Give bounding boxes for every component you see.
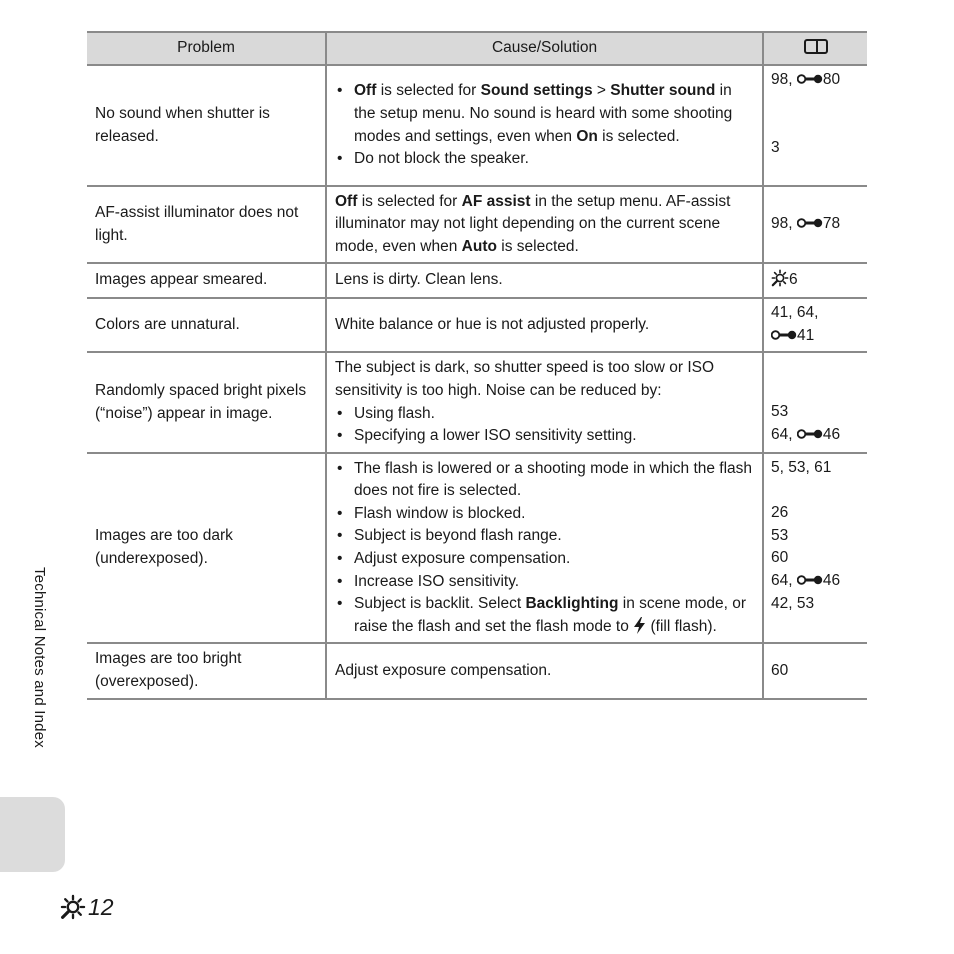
reference-section-icon (797, 217, 823, 229)
reference-cell: 53 64, 46 (763, 352, 867, 453)
problem-cell: AF-assist illuminator does not light. (87, 186, 326, 263)
problem-cell: Images are too bright (overexposed). (87, 643, 326, 699)
bullet-item: • Off is selected for Sound settings > Shutter sound in the setup menu. No sound is heard with some shooting modes and settings, even when On is selected. (335, 80, 754, 148)
bullet-item: • The flash is lowered or a shooting mode in which the flash does not fire is selected. (335, 458, 754, 503)
section-side-label: Technical Notes and Index (31, 567, 48, 748)
bullet-item: • Increase ISO sensitivity. (335, 571, 754, 594)
table-row (87, 643, 867, 699)
bullet-item: • Specifying a lower ISO sensitivity setting. (335, 425, 754, 448)
header-reference (763, 32, 867, 65)
bullet-item: • Do not block the speaker. (335, 148, 754, 171)
reference-cell: 41, 64, 41 (763, 298, 867, 352)
book-icon (804, 39, 828, 54)
table-row (87, 65, 867, 186)
problem-cell: Images appear smeared. (87, 263, 326, 298)
cause-cell: White balance or hue is not adjusted properly. (326, 298, 763, 352)
reference-section-icon (797, 73, 823, 85)
cause-cell (326, 65, 763, 186)
bullet-item: • Flash window is blocked. (335, 503, 754, 526)
cause-cell: Adjust exposure compensation. (326, 643, 763, 699)
reference-section-icon (797, 428, 823, 440)
reference-cell: 6 (763, 263, 867, 298)
section-tab (0, 797, 65, 872)
reference-cell: 98, 78 (763, 186, 867, 263)
bullet-item: • Subject is beyond flash range. (335, 525, 754, 548)
technical-notes-icon (771, 269, 789, 287)
bullet-item: • Adjust exposure compensation. (335, 548, 754, 571)
table-header-row (87, 32, 867, 65)
problem-cell: Colors are unnatural. (87, 298, 326, 352)
reference-cell: 5, 53, 61 26 53 60 64, 46 42, 53 (763, 453, 867, 643)
technical-notes-icon (60, 894, 86, 920)
cause-cell: Off is selected for AF assist in the setup menu. AF-assist illuminator may not light depending on the current scene mode, even when Auto is selected. (326, 186, 763, 263)
bullet-item: • Using flash. (335, 403, 754, 426)
table-row (87, 352, 867, 453)
problem-cell: Images are too dark (underexposed). (87, 453, 326, 643)
table-row (87, 453, 867, 643)
problem-cell: Randomly spaced bright pixels (“noise”) appear in image. (87, 352, 326, 453)
reference-cell: 98, 80 3 (763, 65, 867, 186)
table-row (87, 298, 867, 352)
reference-section-icon (771, 329, 797, 341)
troubleshooting-table (87, 31, 867, 700)
reference-cell: 60 (763, 643, 867, 699)
bullet-item: • Subject is backlit. Select Backlighting in scene mode, or raise the flash and set the flash mode to (fill flash). (335, 593, 754, 638)
fill-flash-icon (633, 617, 646, 634)
cause-cell: The subject is dark, so shutter speed is too slow or ISO sensitivity is too high. Noise can be reduced by: • Using flash. • Specifying a lower ISO sensitivity setting. (326, 352, 763, 453)
cause-cell: Lens is dirty. Clean lens. (326, 263, 763, 298)
problem-cell: No sound when shutter is released. (87, 65, 326, 186)
reference-section-icon (797, 574, 823, 586)
table-row (87, 263, 867, 298)
page-number: 12 (60, 893, 114, 921)
header-problem: Problem (87, 32, 326, 65)
header-cause-solution: Cause/Solution (326, 32, 763, 65)
table-row (87, 186, 867, 263)
cause-cell (326, 453, 763, 643)
